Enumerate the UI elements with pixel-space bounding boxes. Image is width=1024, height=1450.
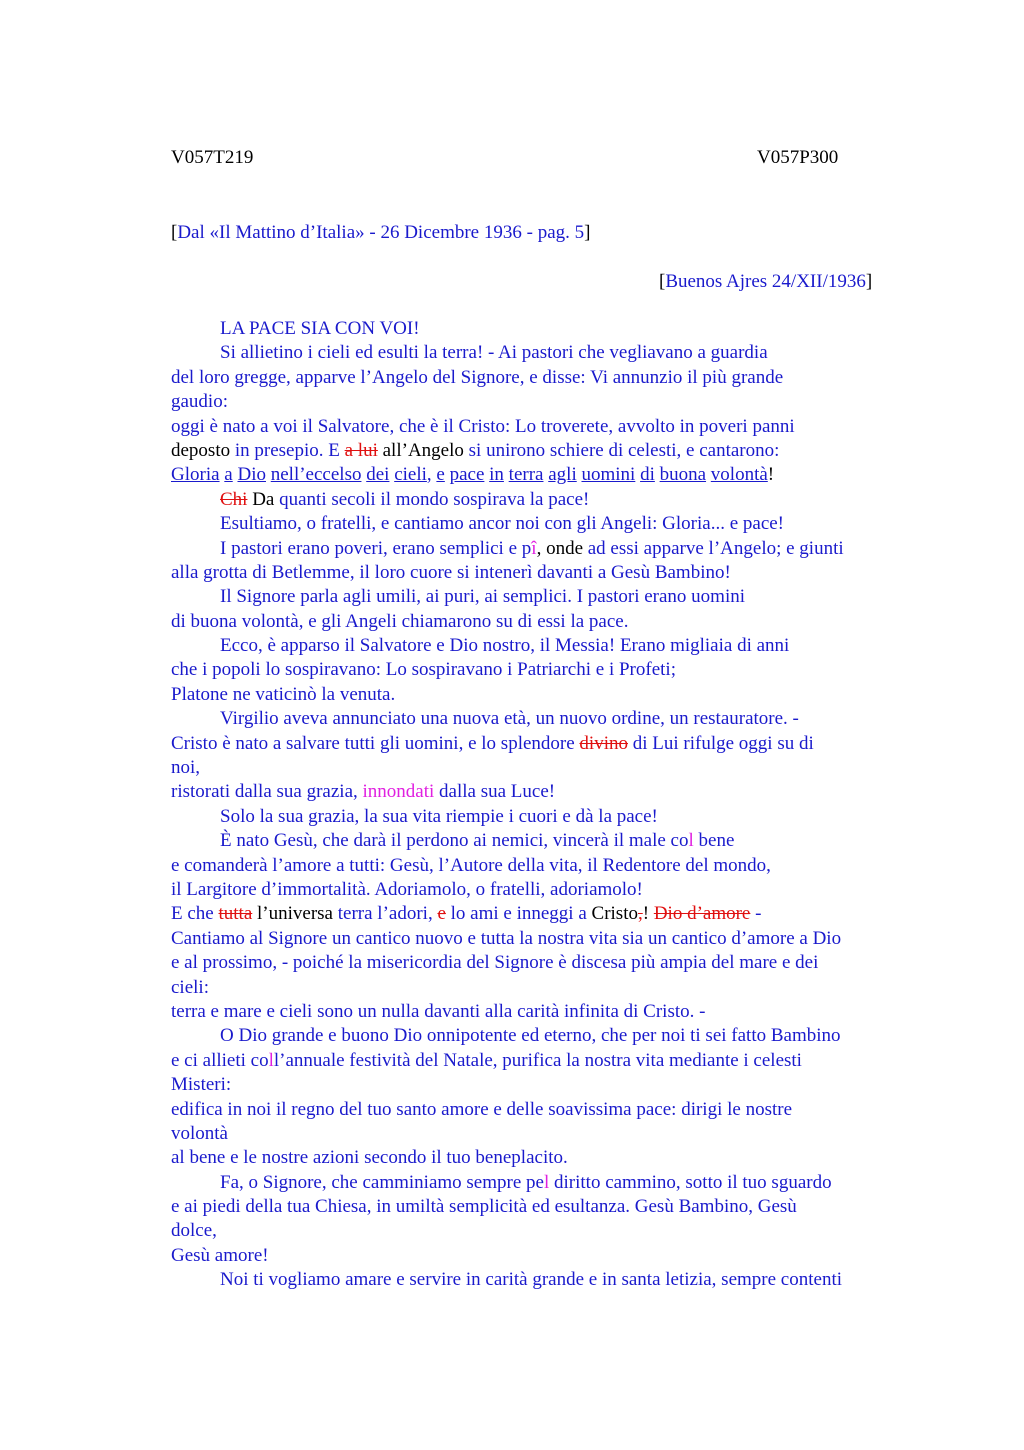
text-segment: del loro gregge, apparve l’Angelo del Signore, e disse: Vi annunzio il più grande bbox=[171, 366, 784, 388]
text-segment: quanti secoli il mondo sospirava la pace! bbox=[279, 488, 590, 510]
text-segment: l’annuale festività del Natale, purifica la nostra vita mediante i celesti bbox=[273, 1049, 802, 1071]
body-line bbox=[171, 634, 911, 658]
deleted-text: divino bbox=[579, 732, 628, 754]
body-line bbox=[171, 902, 911, 926]
deleted-text: Dio d’amore bbox=[653, 903, 751, 925]
body-line bbox=[171, 658, 911, 682]
text-segment: Il Signore parla agli umili, ai puri, ai semplici. I pastori erano uomini bbox=[220, 586, 746, 608]
text-segment: oggi è nato a voi il Salvatore, che è il Cristo: Lo troverete, avvolto in poveri panni bbox=[171, 415, 795, 437]
body-line bbox=[171, 1171, 911, 1195]
body-line bbox=[171, 1219, 911, 1243]
text-segment: È nato Gesù, che darà il perdono ai nemici, vincerà il male co bbox=[220, 830, 689, 852]
source-text: Dal «Il Mattino d’Italia» - 26 Dicembre 1936 - pag. 5 bbox=[177, 222, 585, 243]
text-segment: ristorati dalla sua grazia, bbox=[171, 781, 363, 803]
text-segment: Solo la sua grazia, la sua vita riempie i cuori e dà la pace! bbox=[220, 805, 658, 827]
body-line bbox=[171, 780, 911, 804]
text-segment: dolce, bbox=[171, 1220, 217, 1242]
body-line bbox=[171, 439, 911, 463]
body-line bbox=[171, 1244, 911, 1268]
text-segment: e ci allieti co bbox=[171, 1049, 269, 1071]
text-segment: e comanderà l’amore a tutti: Gesù, l’Autore della vita, il Redentore del mondo, bbox=[171, 854, 771, 876]
body-line bbox=[171, 341, 911, 365]
body-line bbox=[171, 951, 911, 975]
underlined-text: terra bbox=[508, 464, 544, 486]
text-segment: O Dio grande e buono Dio onnipotente ed eterno, che per noi ti sei fatto Bambino bbox=[220, 1025, 841, 1047]
source-citation bbox=[171, 221, 590, 245]
text-segment: Da bbox=[247, 488, 280, 510]
body-line bbox=[171, 317, 911, 341]
body-line bbox=[171, 488, 911, 512]
text-segment: noi, bbox=[171, 757, 201, 779]
text-segment: il Largitore d’immortalità. Adoriamolo, o fratelli, adoriamolo! bbox=[171, 878, 643, 900]
text-segment: si unirono schiere di celesti, e cantarono: bbox=[468, 439, 780, 461]
text-segment: Cantiamo al Signore un cantico nuovo e tutta la nostra vita sia un cantico d’amore a Dio bbox=[171, 927, 842, 949]
underlined-text: Gloria bbox=[171, 464, 220, 486]
body-line bbox=[171, 1268, 911, 1292]
body-line bbox=[171, 976, 911, 1000]
text-segment: gaudio: bbox=[171, 391, 228, 413]
text-segment: alla grotta di Betlemme, il loro cuore si intenerì davanti a Gesù Bambino! bbox=[171, 561, 731, 583]
text-segment: deposto bbox=[171, 439, 235, 461]
text-segment: , onde bbox=[536, 537, 588, 559]
inserted-text: î bbox=[531, 537, 537, 559]
text-segment: ! bbox=[767, 464, 775, 486]
text-segment: ad essi apparve l’Angelo; e giunti bbox=[587, 537, 844, 559]
body-line bbox=[171, 854, 911, 878]
inserted-text: l bbox=[268, 1049, 274, 1071]
underlined-text: cieli bbox=[394, 464, 427, 486]
text-segment: l’universa bbox=[252, 903, 338, 925]
deleted-text: e bbox=[437, 903, 446, 925]
text-segment: Cristo bbox=[591, 903, 638, 925]
text-segment: terra l’adori, bbox=[337, 903, 438, 925]
underlined-text: in bbox=[489, 464, 504, 486]
text-segment: all’Angelo bbox=[377, 439, 469, 461]
body-line bbox=[171, 463, 911, 487]
body-line bbox=[171, 512, 911, 536]
text-segment: lo ami e inneggi a bbox=[445, 903, 592, 925]
underlined-text: nell’eccelso bbox=[270, 464, 362, 486]
body-line bbox=[171, 683, 911, 707]
text-segment: che i popoli lo sospiravano: Lo sospiravano i Patriarchi e i Profeti; bbox=[171, 659, 676, 681]
text-segment: I pastori erano poveri, erano semplici e p bbox=[220, 537, 532, 559]
underlined-text: dei bbox=[366, 464, 390, 486]
text-segment: cieli: bbox=[171, 976, 209, 998]
inserted-text: innondati bbox=[362, 781, 435, 803]
body-line bbox=[171, 1195, 911, 1219]
body-line bbox=[171, 561, 911, 585]
body-line bbox=[171, 415, 911, 439]
text-segment: di buona volontà, e gli Angeli chiamarono su di essi la pace. bbox=[171, 610, 629, 632]
text-segment: Gesù amore! bbox=[171, 1244, 269, 1266]
body-line bbox=[171, 1049, 911, 1073]
body-line bbox=[171, 1024, 911, 1048]
text-segment: e al prossimo, - poiché la misericordia del Signore è discesa più ampia del mare e dei bbox=[171, 952, 819, 974]
deleted-text: , bbox=[637, 903, 643, 925]
text-segment: Noi ti vogliamo amare e servire in carità grande e in santa letizia, sempre contenti bbox=[220, 1269, 842, 1291]
place-date-bracket-close: ] bbox=[865, 271, 873, 292]
body-line bbox=[171, 1146, 911, 1170]
text-segment: al bene e le nostre azioni secondo il tuo beneplacito. bbox=[171, 1147, 568, 1169]
document-code-left: V057T219 bbox=[171, 147, 254, 168]
underlined-text: uomini bbox=[581, 464, 636, 486]
text-segment: - bbox=[750, 903, 762, 925]
deleted-text: a lui bbox=[344, 439, 378, 461]
place-date bbox=[659, 270, 872, 294]
text-segment: Platone ne vaticinò la venuta. bbox=[171, 683, 396, 705]
text-segment: Cristo è nato a salvare tutti gli uomini, e lo splendore bbox=[171, 732, 580, 754]
text-segment: volontà bbox=[171, 1122, 228, 1144]
body-line bbox=[171, 1073, 911, 1097]
place-date-bracket-open: [ bbox=[659, 271, 666, 292]
text-segment: LA PACE SIA CON VOI! bbox=[220, 318, 420, 339]
body-line bbox=[171, 927, 911, 951]
text-segment: Misteri: bbox=[171, 1074, 232, 1096]
body-line bbox=[171, 1122, 911, 1146]
text-segment: Fa, o Signore, che camminiamo sempre pe bbox=[220, 1171, 544, 1193]
underlined-text: a bbox=[224, 464, 233, 486]
text-segment: Ecco, è apparso il Salvatore e Dio nostro, il Messia! Erano migliaia di anni bbox=[220, 635, 790, 657]
text-segment: dalla sua Luce! bbox=[434, 781, 556, 803]
underlined-text: pace bbox=[449, 464, 485, 486]
underlined-text: di bbox=[640, 464, 655, 486]
source-bracket-close: ] bbox=[584, 222, 591, 243]
underlined-text: e bbox=[436, 464, 445, 486]
text-segment: Esultiamo, o fratelli, e cantiamo ancor noi con gli Angeli: Gloria... e pace! bbox=[220, 513, 785, 535]
document-code-right: V057P300 bbox=[757, 147, 839, 168]
text-segment: ! bbox=[642, 903, 654, 925]
body-line bbox=[171, 878, 911, 902]
body-line bbox=[171, 756, 911, 780]
text-segment: edifica in noi il regno del tuo santo amore e delle soavissima pace: dirigi le nostre bbox=[171, 1098, 793, 1120]
body-line bbox=[171, 707, 911, 731]
body-line bbox=[171, 585, 911, 609]
body-line bbox=[171, 1098, 911, 1122]
source-bracket-open: [ bbox=[171, 222, 178, 243]
body-line bbox=[171, 537, 911, 561]
text-segment: Virgilio aveva annunciato una nuova età, un nuovo ordine, un restauratore. - bbox=[220, 708, 799, 730]
letter-body bbox=[171, 317, 911, 1293]
deleted-text: tutta bbox=[218, 903, 253, 925]
text-segment: diritto cammino, sotto il tuo sguardo bbox=[549, 1171, 832, 1193]
body-line bbox=[171, 829, 911, 853]
text-segment: E che bbox=[171, 903, 219, 925]
underlined-text: buona bbox=[659, 464, 707, 486]
text-segment: , bbox=[426, 464, 437, 486]
text-segment: terra e mare e cieli sono un nulla davanti alla carità infinita di Cristo. - bbox=[171, 1000, 706, 1022]
body-line bbox=[171, 610, 911, 634]
text-segment: di Lui rifulge oggi su di bbox=[627, 732, 814, 754]
place-date-text: Buenos Ajres 24/XII/1936 bbox=[665, 271, 866, 292]
body-line bbox=[171, 732, 911, 756]
body-line bbox=[171, 805, 911, 829]
underlined-text: volontà bbox=[710, 464, 768, 486]
underlined-text: agli bbox=[548, 464, 577, 486]
underlined-text: Dio bbox=[237, 464, 266, 486]
text-segment: Si allietino i cieli ed esulti la terra! - Ai pastori che vegliavano a guardia bbox=[220, 342, 768, 364]
body-line bbox=[171, 1000, 911, 1024]
body-line bbox=[171, 366, 911, 390]
inserted-text: l bbox=[543, 1171, 550, 1193]
deleted-text: Chi bbox=[220, 488, 248, 510]
text-segment: bene bbox=[693, 830, 735, 852]
body-line bbox=[171, 390, 911, 414]
inserted-text: l bbox=[688, 830, 694, 852]
text-segment: in presepio. E bbox=[234, 439, 345, 461]
text-segment: e ai piedi della tua Chiesa, in umiltà semplicità ed esultanza. Gesù Bambino, Gesù bbox=[171, 1196, 797, 1218]
